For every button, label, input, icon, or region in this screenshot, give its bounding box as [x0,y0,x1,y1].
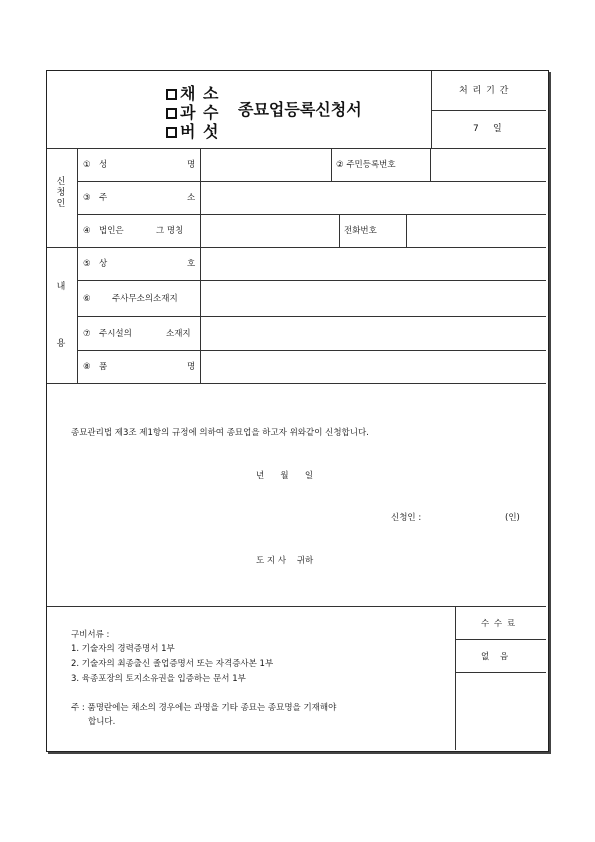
seal-mark: (인) [505,513,520,523]
section-line-3 [47,383,546,384]
document-item: 1. 기술자의 경력증명서 1부 [71,644,175,654]
office-label: 주사무소의소재지 [112,294,178,304]
rrn-label-line-left [331,148,332,181]
content-side-label-2: 용 [56,339,66,349]
address-label-b: 소 [187,193,196,203]
note-line-2: 합니다. [88,717,116,727]
declaration-statement: 종묘관리법 제3조 제1항의 규정에 의하여 종묘업을 하고자 위와같이 신청합니다. [71,428,369,438]
phone-label-line-left [339,214,340,247]
species-label-b: 명 [187,362,196,372]
corp-number: ④ [83,226,91,236]
species-label-a: 품 [99,362,108,372]
corp-name-field[interactable] [201,215,338,246]
recipient: 도 지 사 귀하 [256,556,314,566]
content-side-label-1: 내 [56,282,66,292]
processing-period-label: 처 리 기 간 [459,86,510,96]
checkbox-fruit-tree[interactable] [166,108,177,119]
trade-label-b: 호 [187,259,196,269]
name-label-a: 성 [99,160,108,170]
facility-address-field[interactable] [201,317,545,349]
fee-column-line [455,606,456,750]
processing-divider [431,110,546,111]
trade-name-field[interactable] [201,248,545,279]
address-number: ③ [83,193,91,203]
fee-row-line-2 [455,672,546,673]
species-number: ⑧ [83,362,91,372]
corp-label-a: 법인은 [99,226,124,236]
facility-label-a: 주시설의 [99,329,132,339]
facility-label-b: 소재지 [166,329,191,339]
processing-period-value: 7 일 [473,124,502,134]
note-line-1: 주 : 품명란에는 채소의 경우에는 과명을 기타 종묘는 종묘명을 기재해야 [71,703,337,713]
document-item: 3. 육종포장의 토지소유권을 입증하는 문서 1부 [71,674,246,684]
rrn-label: ② 주민등록번호 [336,160,396,170]
species-field[interactable] [201,351,545,382]
corp-label-b: 그 명칭 [156,226,184,236]
application-date: 년 월 일 [256,471,314,481]
office-address-field[interactable] [201,281,545,315]
applicant-side-label: 신 청 인 [56,177,66,209]
trade-number: ⑤ [83,259,91,269]
address-label-a: 주 [99,193,108,203]
applicant-signature-field[interactable] [432,508,500,526]
category-checkboxes: 채 소 과 수 버 섯 [166,84,219,146]
facility-number: ⑦ [83,329,91,339]
name-field[interactable] [201,149,330,180]
checkbox-vegetable[interactable] [166,89,177,100]
phone-field[interactable] [407,215,545,246]
trade-label-a: 상 [99,259,108,269]
documents-heading: 구비서류 : [71,630,110,640]
checkbox-mushroom[interactable] [166,127,177,138]
name-number: ① [83,160,91,170]
fee-label: 수 수 료 [481,619,517,629]
address-field[interactable] [201,182,545,213]
phone-label: 전화번호 [344,226,377,236]
office-number: ⑥ [83,294,91,304]
fee-row-line-1 [455,639,546,640]
section-line-4 [47,606,546,607]
fee-value: 없 음 [481,652,509,662]
form-title: 종묘업등록신청서 [238,100,362,119]
rrn-field[interactable] [431,149,545,180]
name-label-b: 명 [187,160,196,170]
applicant-signature-label: 신청인 : [391,513,422,523]
side-column-line [77,148,78,383]
document-item: 2. 기술자의 최종출신 졸업증명서 또는 자격증사본 1부 [71,659,274,669]
